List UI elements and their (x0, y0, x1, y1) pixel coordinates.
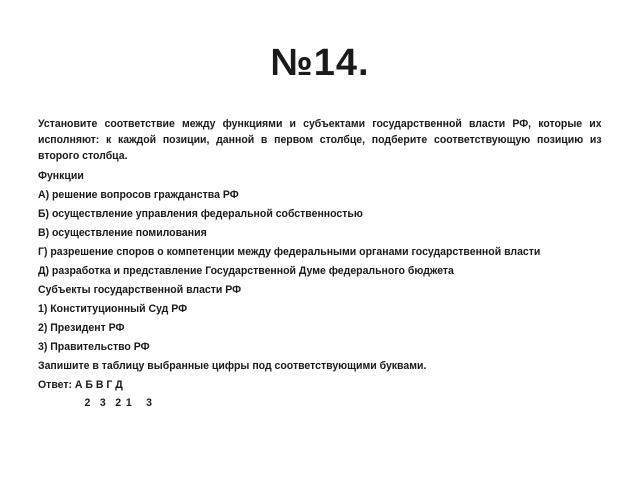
page-title: №14. (270, 42, 370, 84)
function-item-b: Б) осуществление управления федеральной собственностью (38, 208, 363, 220)
subject-item-1: 1) Конституционный Суд РФ (38, 303, 188, 315)
answer-digits: 2 3 2 1 3 (84, 397, 152, 409)
subjects-heading: Субъекты государственной власти РФ (38, 284, 242, 296)
functions-heading: Функции (38, 170, 84, 182)
subject-item-3: 3) Правительство РФ (38, 341, 150, 353)
function-item-v: В) осуществление помилования (38, 227, 207, 239)
task-text: Установите соответствие между функциями и субъектами государственной власти РФ, которые их исполняют: к каждой позиции, данной в первом столбце, подберите соответствующую позицию из второго столбца. (38, 118, 602, 162)
function-item-a: А) решение вопросов гражданства РФ (38, 189, 239, 201)
answer-label: Ответ: А Б В Г Д (38, 379, 123, 391)
subject-item-2: 2) Президент РФ (38, 322, 125, 334)
function-item-d: Д) разработка и представление Государственной Думе федерального бюджета (38, 265, 454, 277)
instruction-text: Запишите в таблицу выбранные цифры под соответствующими буквами. (38, 360, 427, 372)
task-content (38, 116, 602, 411)
function-item-g: Г) разрешение споров о компетенции между федеральными органами государственной власти (38, 246, 541, 258)
